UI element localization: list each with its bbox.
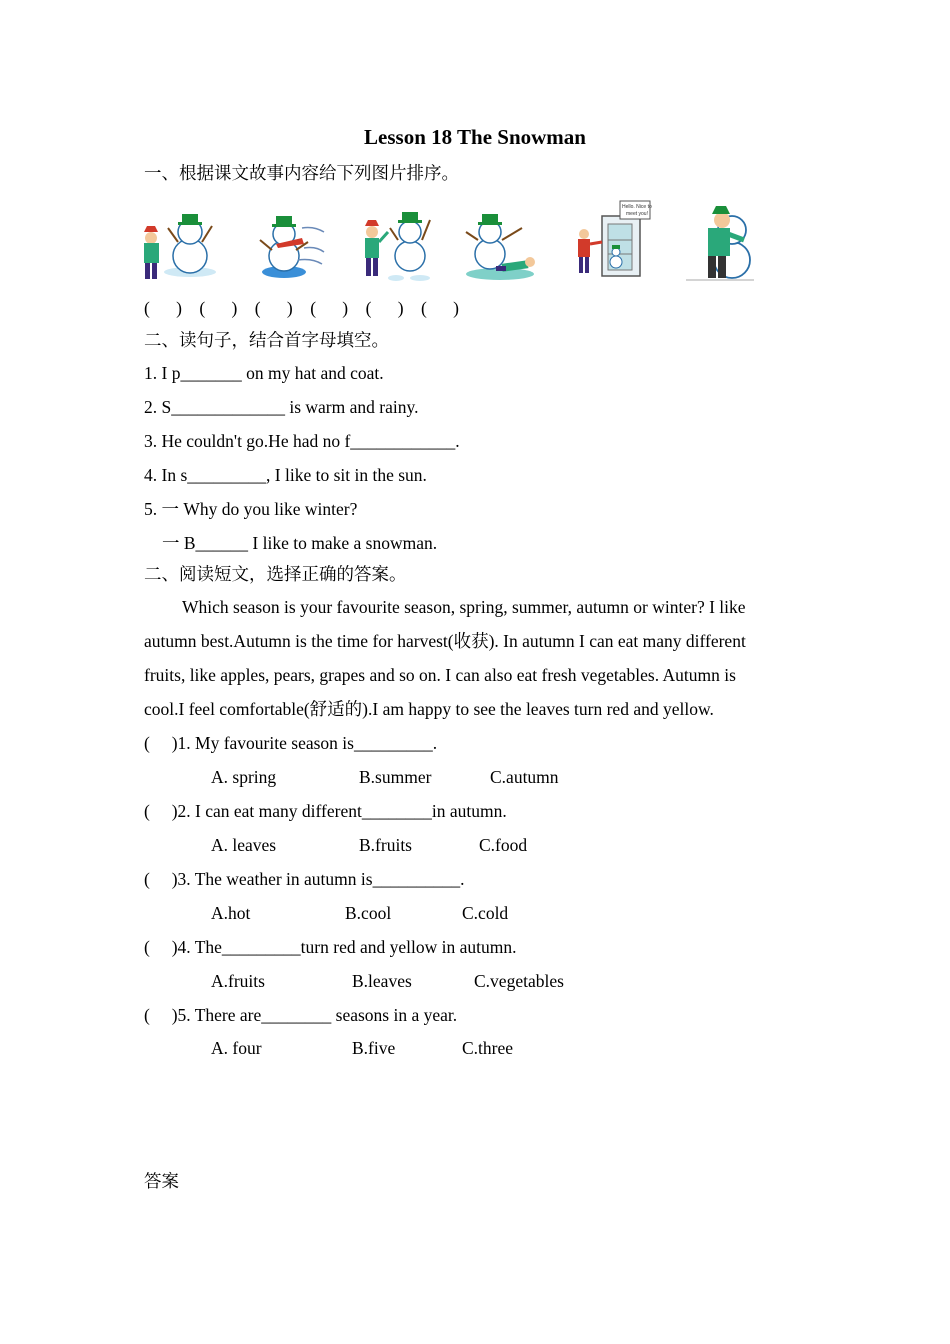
- passage-line-4: cool.I feel comfortable(舒适的).I am happy to see the leaves turn red and yellow.: [144, 699, 714, 719]
- passage-line-3: fruits, like apples, pears, grapes and so on. I can also eat fresh vegetables. Autumn is: [144, 665, 736, 685]
- boy-beside-snowman-icon: [140, 198, 218, 284]
- question-4-option-a: A.fruits: [211, 971, 265, 991]
- answers-label: 答案: [144, 1171, 179, 1191]
- question-4-option-c: C.vegetables: [474, 971, 564, 991]
- question-1-option-a: A. spring: [211, 767, 277, 787]
- fill-in-item-2: 2. S_____________ is warm and rainy.: [144, 397, 419, 417]
- passage-line-1: Which season is your favourite season, spring, summer, autumn or winter? I like: [182, 597, 746, 617]
- question-1-option-b: B.summer: [359, 767, 432, 787]
- question-2-option-a: A. leaves: [211, 835, 277, 855]
- svg-text:Hello. Nice to: Hello. Nice to: [622, 204, 652, 210]
- snowman-in-fridge-icon: [574, 198, 654, 284]
- question-5-option-c: C.three: [462, 1038, 514, 1058]
- question-2-option-b: B.fruits: [359, 835, 412, 855]
- fill-in-item-5-question: 5. 一 Why do you like winter?: [144, 499, 358, 519]
- question-5-option-a: A. four: [211, 1038, 262, 1058]
- question-4-option-b: B.leaves: [352, 971, 412, 991]
- question-2-stem: ( )2. I can eat many different________in autumn.: [144, 801, 507, 821]
- fill-in-item-1: 1. I p_______ on my hat and coat.: [144, 363, 384, 383]
- snowman-in-wind-icon: [254, 198, 326, 284]
- svg-text:meet you!: meet you!: [626, 211, 648, 217]
- question-3-stem: ( )3. The weather in autumn is__________.: [144, 869, 465, 889]
- boy-waving-snowman-icon: [358, 198, 432, 284]
- snowman-and-fallen-boy-icon: [462, 198, 538, 284]
- question-5-option-b: B.five: [352, 1038, 396, 1058]
- question-1-option-c: C.autumn: [490, 767, 559, 787]
- section-1-heading: 一、根据课文故事内容给下列图片排序。: [144, 163, 459, 183]
- question-3-option-a: A.hot: [211, 903, 251, 923]
- question-2-option-c: C.food: [479, 835, 528, 855]
- question-5-stem: ( )5. There are________ seasons in a year.: [144, 1005, 458, 1025]
- picture-order-brackets: ( ) ( ) ( ) ( ) ( ) ( ): [144, 298, 459, 318]
- section-3-heading: 二、阅读短文，选择正确的答案。: [144, 564, 407, 584]
- question-3-option-c: C.cold: [462, 903, 509, 923]
- question-1-stem: ( )1. My favourite season is_________.: [144, 733, 438, 753]
- section-2-heading: 二、读句子，结合首字母填空。: [144, 330, 389, 350]
- question-4-stem: ( )4. The_________turn red and yellow in autumn.: [144, 937, 517, 957]
- question-3-option-b: B.cool: [345, 903, 392, 923]
- boy-hugging-snowman-icon: [684, 198, 760, 284]
- fill-in-item-4: 4. In s_________, I like to sit in the sun.: [144, 465, 427, 485]
- fill-in-item-5-answer: 一 B______ I like to make a snowman.: [162, 533, 438, 553]
- passage-line-2: autumn best.Autumn is the time for harvest(收获). In autumn I can eat many different: [144, 631, 746, 651]
- worksheet-title: Lesson 18 The Snowman: [364, 125, 586, 149]
- fill-in-item-3: 3. He couldn't go.He had no f____________.: [144, 431, 460, 451]
